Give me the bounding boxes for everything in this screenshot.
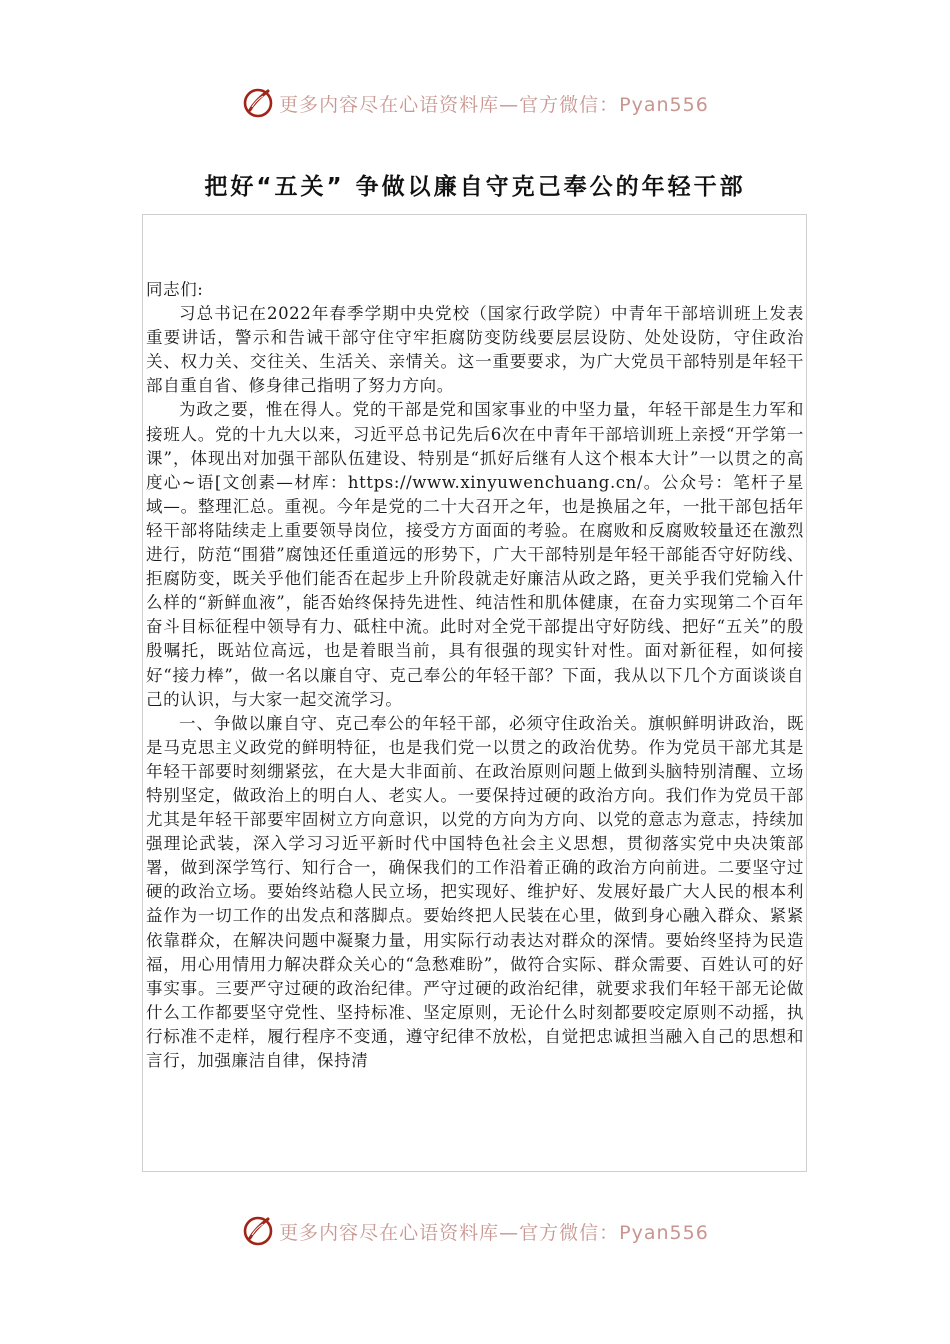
brush-logo-icon [241, 86, 275, 120]
paragraph-political-gate: 一、争做以廉自守、克己奉公的年轻干部，必须守住政治关。旗帜鲜明讲政治，既是马克思主义政党的鲜明特征，也是我们党一以贯之的政治优势。作为党员干部尤其是年轻干部要时刻绷紧弦，在大是大非面前、在政治原则问题上做到头脑特别清醒、立场特别坚定，做政治上的明白人、老实人。一要保持过硬的政治方向。我们作为党员干部尤其是年轻干部要牢固树立方向意识，以党的方向为方向、以党的意志为意志，持续加强理论武装，深入学习习近平新时代中国特色社会主义思想，贯彻落实党中央决策部署，做到深学笃行、知行合一，确保我们的工作沿着正确的政治方向前进。二要坚守过硬的政治立场。要始终站稳人民立场，把实现好、维护好、发展好最广大人民的根本利益作为一切工作的出发点和落脚点。要始终把人民装在心里，做到身心融入群众、紧紧依靠群众，在解决问题中凝聚力量，用实际行动表达对群众的深情。要始终坚持为民造福，用心用情用力解决群众关心的“急愁难盼”，做符合实际、群众需要、百姓认可的好事实事。三要严守过硬的政治纪律。严守过硬的政治纪律，就要求我们年轻干部无论做什么工作都要坚守党性、坚持标准、坚定原则，无论什么时刻都要咬定原则不动摇，执行标准不走样，履行程序不变通，遵守纪律不放松，自觉把忠诚担当融入自己的思想和言行，加强廉洁自律，保持清 [146, 713, 804, 1070]
document-title: 把好“五关” 争做以廉自守克己奉公的年轻干部 [204, 174, 746, 200]
footer-banner-text: 更多内容尽在心语资料库—官方微信：Pyan556 [279, 1221, 709, 1244]
header-banner-text: 更多内容尽在心语资料库—官方微信：Pyan556 [279, 93, 709, 116]
document-body [146, 278, 804, 1073]
brush-logo-icon [241, 1214, 275, 1248]
paragraph-context: 为政之要，惟在得人。党的干部是党和国家事业的中坚力量，年轻干部是生力军和接班人。党的十九大以来，习近平总书记先后6次在中青年干部培训班上亲授“开学第一课”，体现出对加强干部队伍建设、特别是“抓好后继有人这个根本大计”一以贯之的高度心~语[文创素—材库：https://www.xinyuwenchuang.cn/。公众号：笔杆子星域—。整理汇总。重视。今年是党的二十大召开之年，也是换届之年，一批干部包括年轻干部将陆续走上重要领导岗位，接受方方面面的考验。在腐败和反腐败较量还在激烈进行，防范“围猎”腐蚀还任重道远的形势下，广大干部特别是年轻干部能否守好防线、拒腐防变，既关乎他们能否在起步上升阶段就走好廉洁从政之路，更关乎我们党输入什么样的“新鲜血液”，能否始终保持先进性、纯洁性和肌体健康，在奋力实现第二个百年奋斗目标征程中领导有力、砥柱中流。此时对全党干部提出守好防线、把好“五关”的殷殷嘱托，既站位高远，也是着眼当前，具有很强的现实针对性。面对新征程，如何接好“接力棒”，做一名以廉自守、克己奉公的年轻干部？下面，我从以下几个方面谈谈自己的认识，与大家一起交流学习。 [146, 400, 804, 709]
greeting: 同志们: [146, 280, 204, 299]
content-frame [142, 214, 807, 1172]
footer-banner [0, 1211, 950, 1251]
header-banner [0, 83, 950, 123]
paragraph-intro: 习总书记在2022年春季学期中央党校（国家行政学院）中青年干部培训班上发表重要讲话，警示和告诫干部守住守牢拒腐防变防线要层层设防、处处设防，守住政治关、权力关、交往关、生活关、亲情关。这一重要要求，为广大党员干部特别是年轻干部自重自省、修身律己指明了努力方向。 [146, 304, 804, 396]
